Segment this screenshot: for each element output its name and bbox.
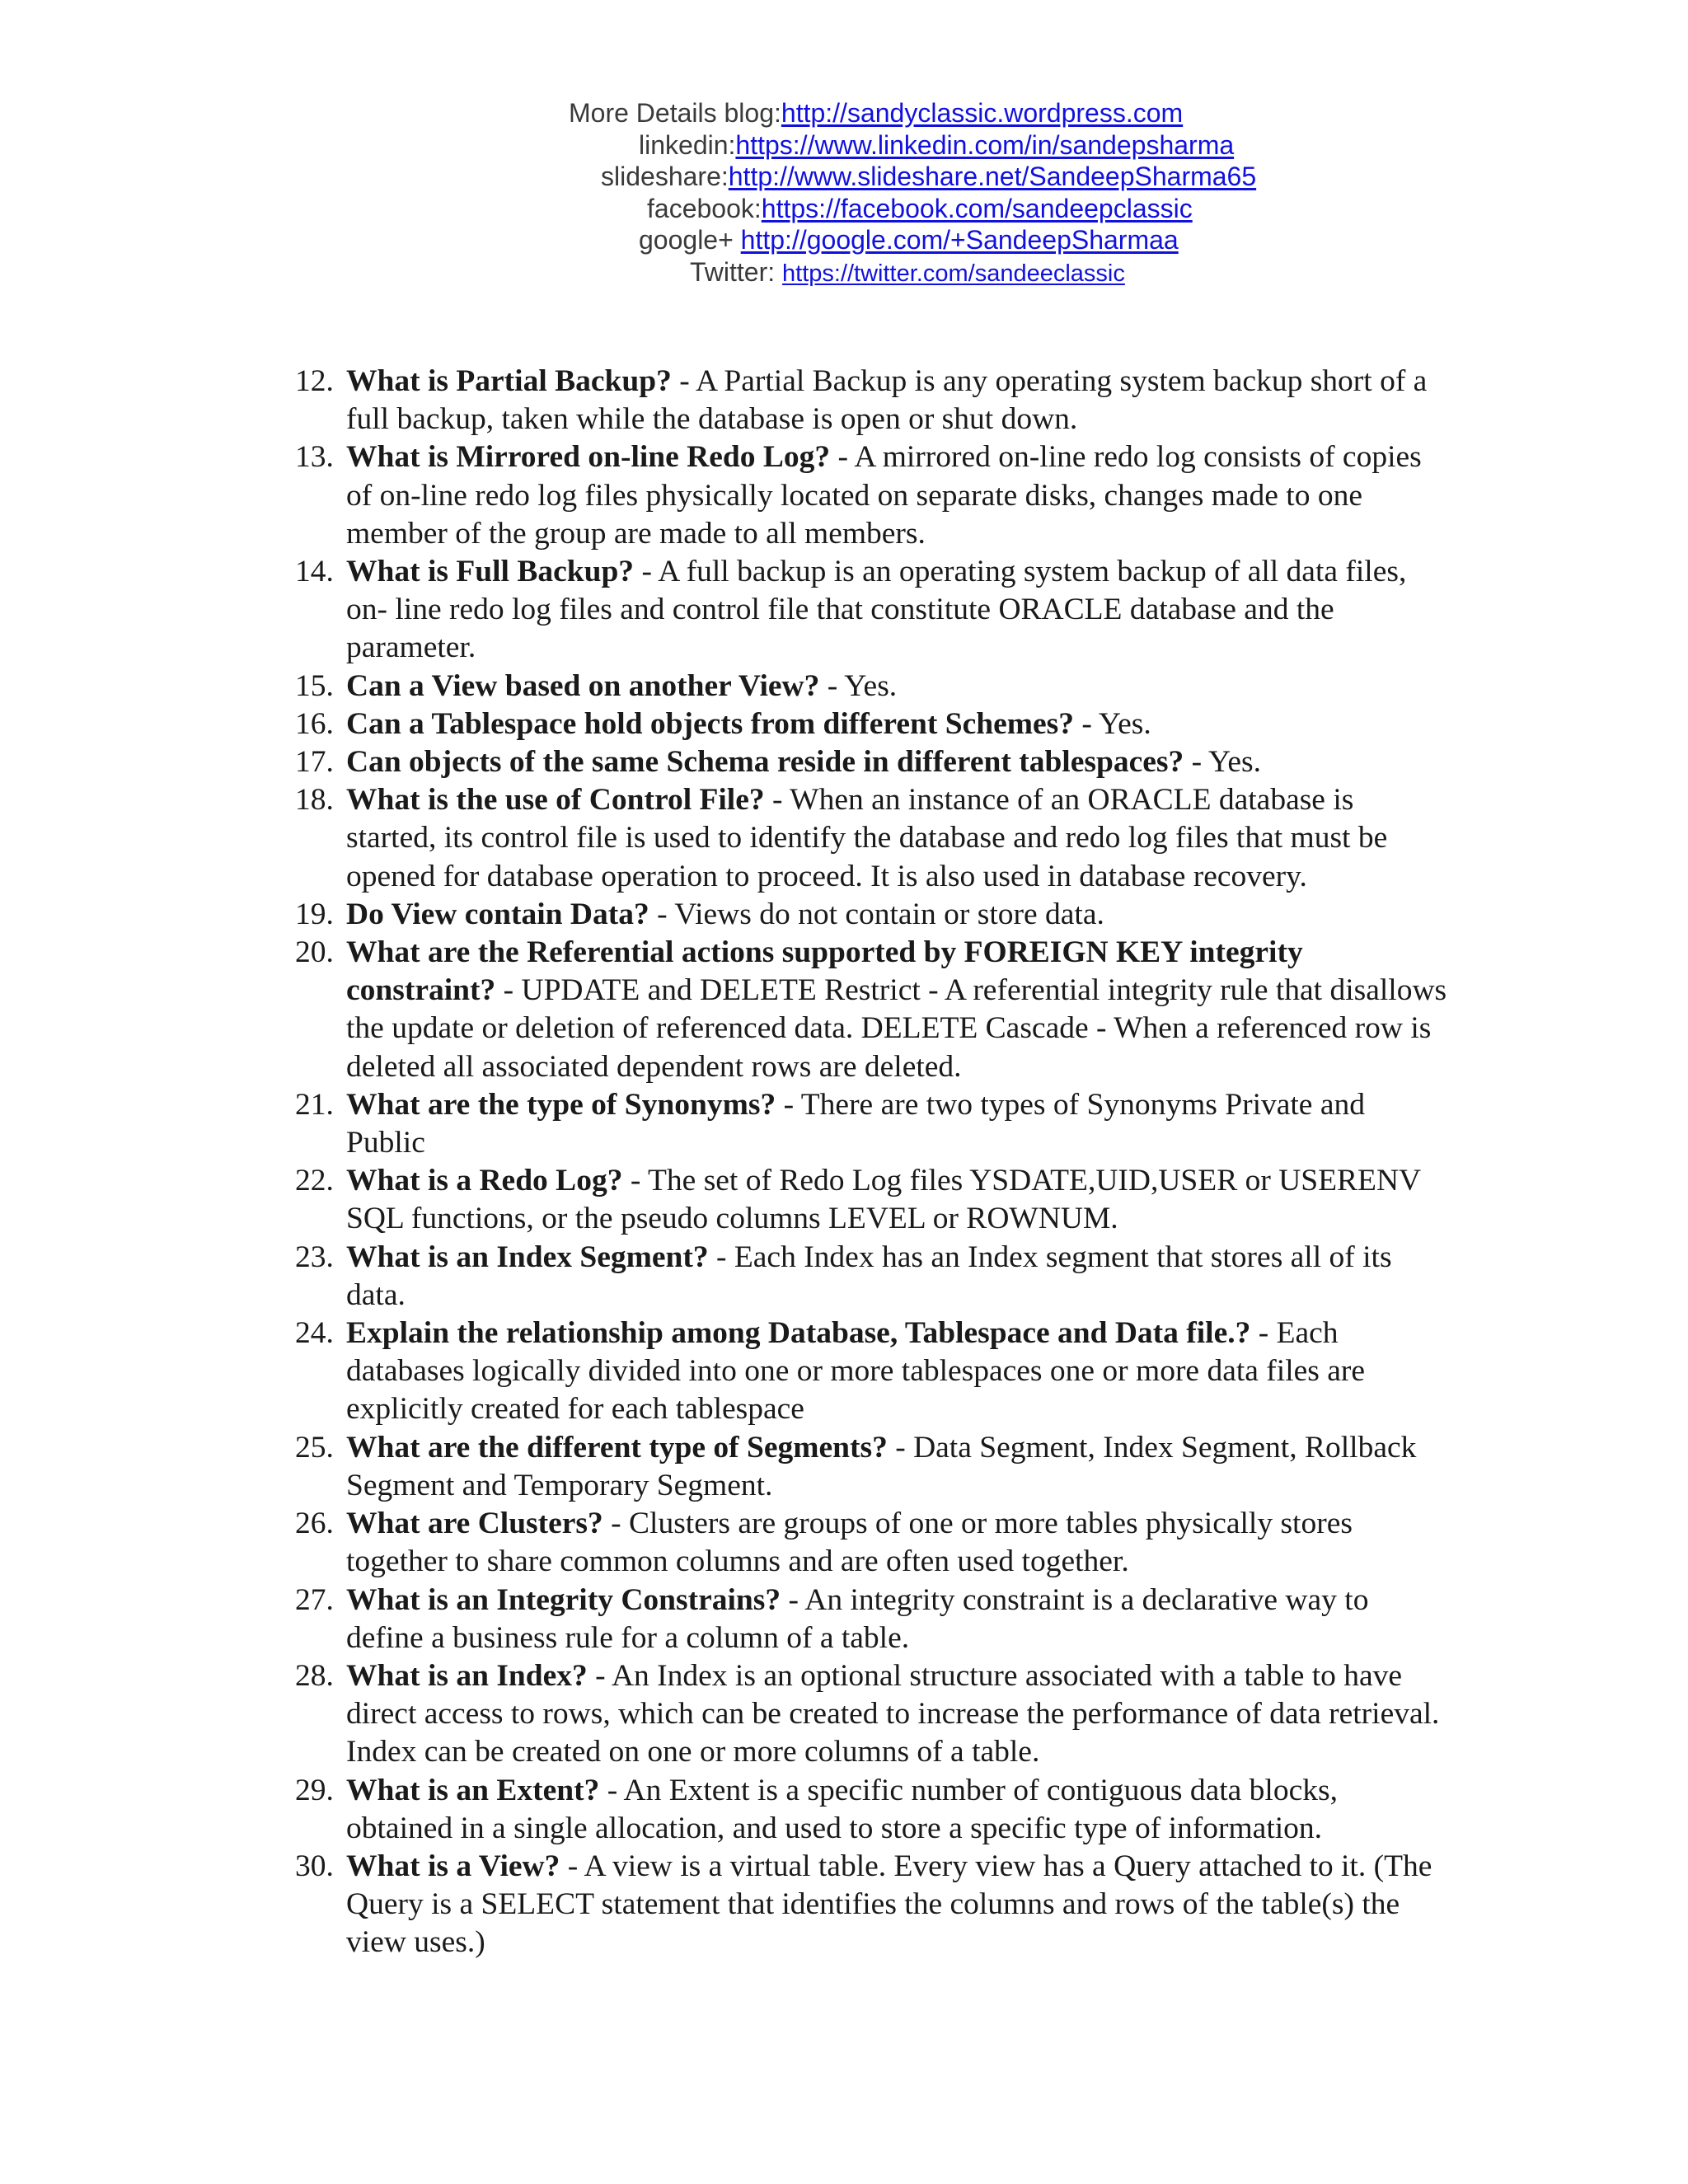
answer-text: - A Partial Backup is any operating system backup short of a full backup, taken while the database is open or shut down. [346,364,1428,437]
answer-text: - Each Index has an Index segment that stores all of its data. [346,1240,1392,1312]
google-label: google+ [639,225,741,255]
list-item [0,1848,1451,1962]
list-item [0,553,1451,668]
answer-text: - A view is a virtual table. Every view has a Query attached to it. (The Query is a SELECT statement that identifies the columns and rows of the table(s) the view uses.) [346,1849,1432,1960]
item-number: 24. [295,1316,334,1351]
item-number: 28. [295,1658,334,1693]
list-item [0,1086,1451,1162]
item-number: 15. [295,668,334,703]
slideshare-link[interactable]: http://www.slideshare.net/SandeepSharma65 [728,162,1257,192]
facebook-link[interactable]: https://facebook.com/sandeepclassic [761,193,1193,223]
item-number: 29. [295,1773,334,1807]
item-number: 16. [295,706,334,741]
answer-text: - Views do not contain or store data. [649,897,1104,931]
question-text: What is an Integrity Constrains? [346,1582,781,1617]
twitter-link[interactable]: https://twitter.com/sandeeclassic [782,260,1125,287]
question-text: What are the different type of Segments? [346,1430,888,1465]
linkedin-line [639,129,1688,162]
item-number: 14. [295,555,334,589]
answer-text: - An Extent is a specific number of contiguous data blocks, obtained in a single allocation, and used to store a specific type of information. [346,1773,1338,1845]
question-list [0,363,1688,1962]
answer-text: - Yes. [819,668,898,703]
list-item [0,705,1451,743]
blog-line [569,97,1688,129]
question-text: What is Full Backup? [346,555,635,589]
item-number: 20. [295,935,334,970]
answer-text: - A full backup is an operating system backup of all data files, on- line redo log files and control file that constitute ORACLE database and the parameter. [346,555,1407,665]
question-text: What is Partial Backup? [346,364,672,398]
question-text: What is a View? [346,1849,560,1883]
question-text: Explain the relationship among Database, Tablespace and Data file.? [346,1316,1251,1351]
slideshare-label: slideshare: [601,162,729,192]
answer-text: - Yes. [1073,706,1151,741]
item-number: 30. [295,1849,334,1883]
item-number: 17. [295,745,334,780]
list-item [0,781,1451,896]
contact-header [0,97,1688,290]
item-number: 25. [295,1430,334,1465]
answer-text: - An Index is an optional structure associated with a table to have direct access to rows, which can be created to increase the performance of data retrieval. Index can be created on one or more columns of a table. [346,1658,1440,1769]
question-text: What is the use of Control File? [346,783,765,818]
item-number: 27. [295,1582,334,1617]
facebook-label: facebook: [647,193,762,223]
answer-text: - Each databases logically divided into one or more tablespaces one or more data files are explicitly created for each tablespace [346,1316,1365,1427]
list-item [0,1162,1451,1238]
list-item [0,743,1451,781]
blog-label: More Details blog: [569,98,781,128]
answer-text: - Clusters are groups of one or more tables physically stores together to share common columns and are often used together. [346,1507,1353,1579]
question-text: Can a View based on another View? [346,668,820,703]
question-text: What is Mirrored on-line Redo Log? [346,440,831,475]
list-item [0,1657,1451,1772]
list-item [0,1315,1451,1429]
list-item [0,1582,1451,1657]
item-number: 12. [295,364,334,398]
item-number: 18. [295,783,334,818]
twitter-line [690,256,1688,290]
list-item [0,1505,1451,1581]
linkedin-link[interactable]: https://www.linkedin.com/in/sandepsharma [735,129,1235,160]
question-text: What are the Referential actions supported by FOREIGN KEY integrity constraint? [346,935,1303,1008]
answer-text: - An integrity constraint is a declarative way to define a business rule for a column of a table. [346,1582,1369,1655]
answer-text: - Data Segment, Index Segment, Rollback Segment and Temporary Segment. [346,1430,1417,1502]
facebook-line [647,193,1688,225]
slideshare-line [601,161,1688,193]
answer-text: - Yes. [1184,745,1261,780]
question-text: What is an Extent? [346,1773,600,1807]
question-text: What is an Index Segment? [346,1240,709,1274]
question-text: Can a Tablespace hold objects from different Schemes? [346,706,1074,741]
list-item [0,1429,1451,1505]
answer-text: - UPDATE and DELETE Restrict - A referential integrity rule that disallows the update or deletion of referenced data. DELETE Cascade - When a referenced row is deleted all associated dependent rows are deleted. [346,973,1447,1084]
question-text: Can objects of the same Schema reside in different tablespaces? [346,745,1184,780]
question-text: What are Clusters? [346,1507,603,1541]
twitter-label: Twitter: [690,256,783,287]
item-number: 22. [295,1164,334,1198]
answer-text: - The set of Redo Log files YSDATE,UID,USER or USERENV SQL functions, or the pseudo columns LEVEL or ROWNUM. [346,1164,1421,1236]
list-item [0,438,1451,553]
item-number: 23. [295,1240,334,1274]
question-text: What is an Index? [346,1658,588,1693]
list-item [0,668,1451,705]
answer-text: - When an instance of an ORACLE database is started, its control file is used to identify the database and redo log files that must be opened for database operation to proceed. It is also used in database recovery. [346,783,1388,893]
list-item [0,934,1451,1086]
item-number: 26. [295,1507,334,1541]
question-text: What is a Redo Log? [346,1164,623,1198]
list-item [0,1239,1451,1315]
list-item [0,896,1451,934]
list-item [0,363,1451,438]
answer-text: - There are two types of Synonyms Private and Public [346,1087,1365,1160]
answer-text: - A mirrored on-line redo log consists of copies of on-line redo log files physically located on separate disks, changes made to one member of the group are made to all members. [346,440,1422,551]
question-text: Do View contain Data? [346,897,649,931]
item-number: 13. [295,440,334,475]
item-number: 21. [295,1087,334,1122]
list-item [0,1772,1451,1848]
question-text: What are the type of Synonyms? [346,1087,776,1122]
google-line [639,224,1688,256]
linkedin-label: linkedin: [639,129,736,160]
blog-link[interactable]: http://sandyclassic.wordpress.com [781,98,1184,128]
item-number: 19. [295,897,334,931]
google-link[interactable]: http://google.com/+SandeepSharmaa [740,225,1179,255]
